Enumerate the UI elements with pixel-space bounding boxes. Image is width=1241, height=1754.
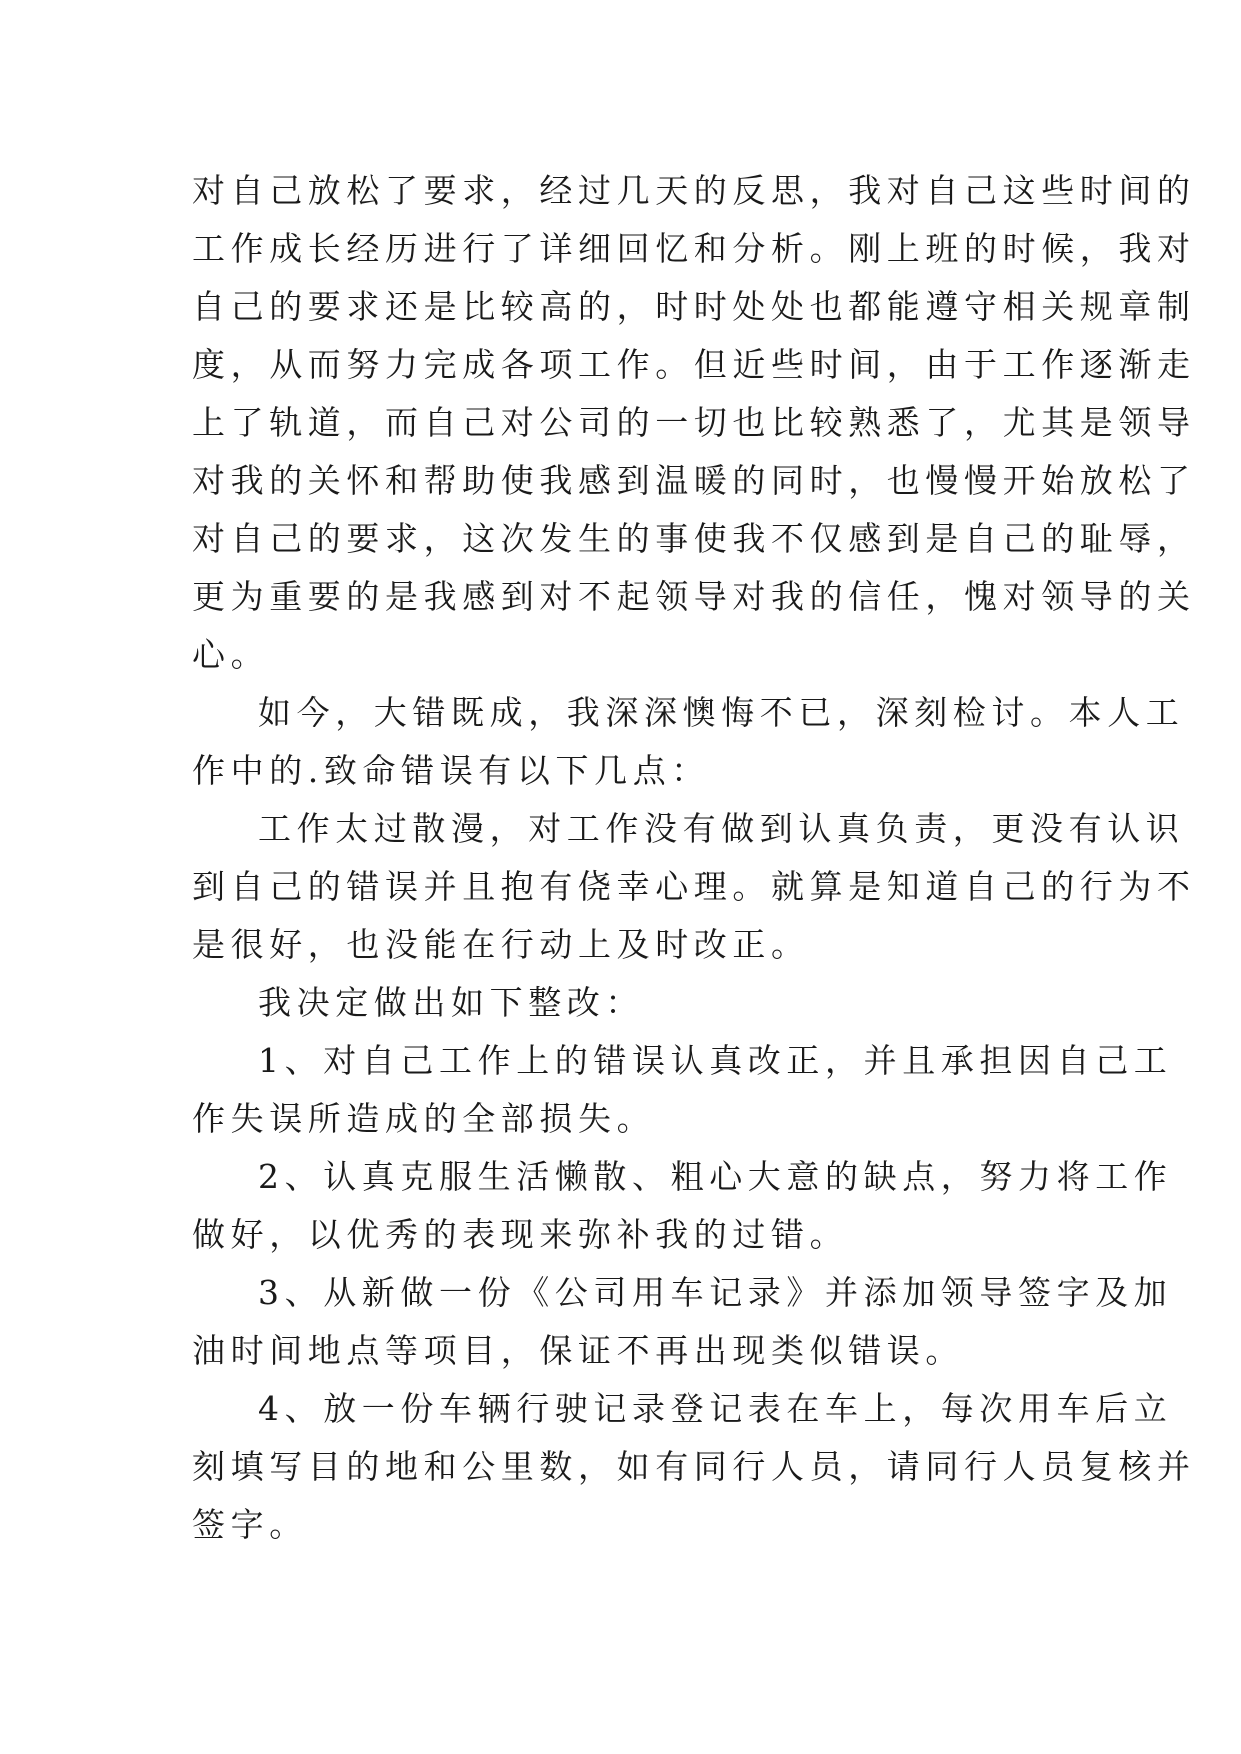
- paragraph-first-line: 工作太过散漫，对工作没有做到认真负责，更没有认识: [258, 809, 1185, 848]
- text-line: 作中的.致命错误有以下几点：: [192, 751, 710, 790]
- text-line: 签字。: [192, 1505, 308, 1544]
- list-item-1-line: 1、对自己工作上的错误认真改正，并且承担因自己工: [258, 1041, 1173, 1080]
- text-line: 上了轨道，而自己对公司的一切也比较熟悉了，尤其是领导: [192, 403, 1196, 442]
- text-line: 做好，以优秀的表现来弥补我的过错。: [192, 1215, 849, 1254]
- text-line: 对自己放松了要求，经过几天的反思，我对自己这些时间的: [192, 171, 1196, 210]
- paragraph-first-line: 我决定做出如下整改：: [258, 983, 644, 1022]
- list-item-3-line: 3、从新做一份《公司用车记录》并添加领导签字及加: [258, 1273, 1173, 1312]
- list-item-2-line: 2、认真克服生活懒散、粗心大意的缺点，努力将工作: [258, 1157, 1173, 1196]
- text-line: 工作成长经历进行了详细回忆和分析。刚上班的时候，我对: [192, 229, 1196, 268]
- text-line: 度，从而努力完成各项工作。但近些时间，由于工作逐渐走: [192, 345, 1196, 384]
- document-body: [192, 162, 1196, 1554]
- text-line: 心。: [192, 635, 270, 674]
- text-line: 到自己的错误并且抱有侥幸心理。就算是知道自己的行为不: [192, 867, 1196, 906]
- text-line: 油时间地点等项目，保证不再出现类似错误。: [192, 1331, 964, 1370]
- text-line: 是很好，也没能在行动上及时改正。: [192, 925, 810, 964]
- list-item-4-line: 4、放一份车辆行驶记录登记表在车上，每次用车后立: [258, 1389, 1173, 1428]
- text-line: 自己的要求还是比较高的，时时处处也都能遵守相关规章制: [192, 287, 1196, 326]
- text-line: 对自己的要求，这次发生的事使我不仅感到是自己的耻辱，: [192, 519, 1196, 558]
- paragraph-first-line: 如今，大错既成，我深深懊悔不已，深刻检讨。本人工: [258, 693, 1185, 732]
- text-line: 更为重要的是我感到对不起领导对我的信任，愧对领导的关: [192, 577, 1196, 616]
- text-line: 作失误所造成的全部损失。: [192, 1099, 656, 1138]
- text-line: 对我的关怀和帮助使我感到温暖的同时，也慢慢开始放松了: [192, 461, 1196, 500]
- text-line: 刻填写目的地和公里数，如有同行人员，请同行人员复核并: [192, 1447, 1196, 1486]
